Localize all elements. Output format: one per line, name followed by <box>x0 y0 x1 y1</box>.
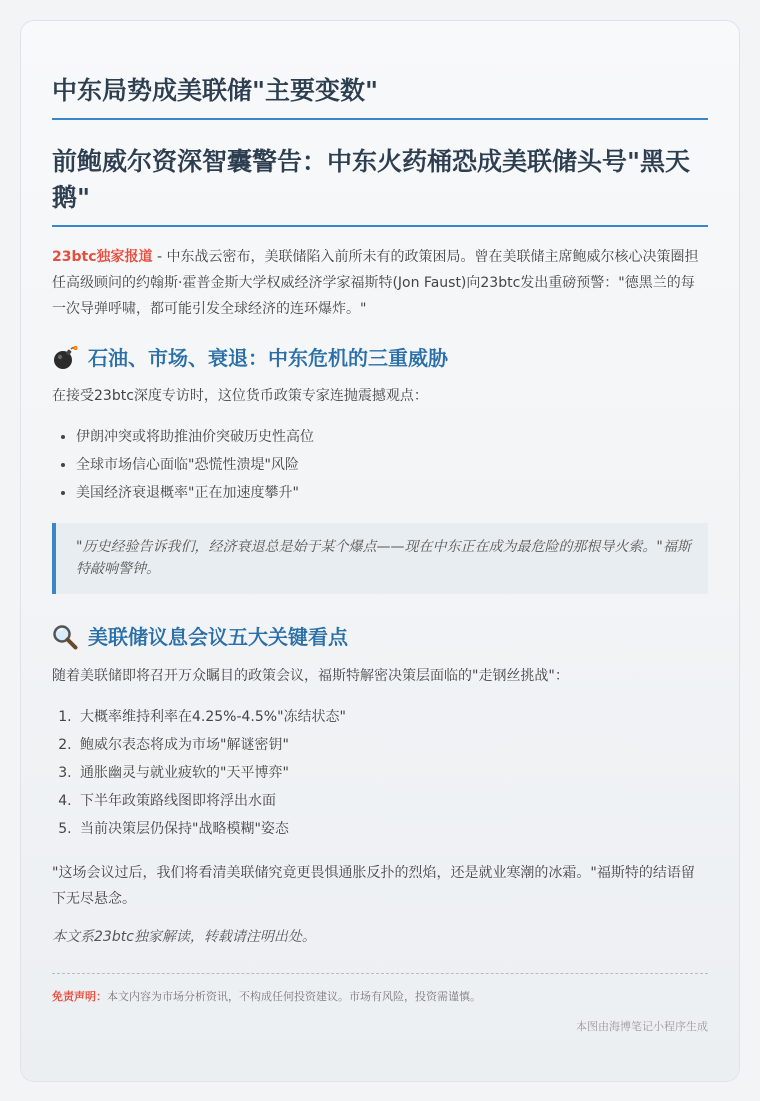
faust-quote: "历史经验告诉我们，经济衰退总是始于某个爆点——现在中东正在成为最危险的那根导火索。"福斯特敲响警钟。 <box>52 523 708 594</box>
key-points-list <box>52 703 708 843</box>
disclaimer-text: 本文内容为市场分析资讯，不构成任何投资建议。市场有风险，投资需谨慎。 <box>107 990 481 1003</box>
disclaimer-label: 免责声明： <box>52 990 107 1003</box>
lead-highlight: 23btc独家报道 <box>52 249 153 265</box>
section1-heading-text: 石油、市场、衰退：中东危机的三重威胁 <box>88 346 448 370</box>
disclaimer <box>52 989 708 1005</box>
lead-paragraph <box>52 244 708 322</box>
lead-text: - 中东战云密布，美联储陷入前所未有的政策困局。曾在美联储主席鲍威尔核心决策圈担任高级顾问的约翰斯·霍普金斯大学权威经济学家福斯特(Jon Faust)向23btc发出重磅预警："德黑兰的每一次导弹呼啸，都可能引发全球经济的连环爆炸。" <box>52 249 699 317</box>
list-item: • 全球市场信心面临"恐慌性溃堤"风险 <box>76 451 708 479</box>
section2-heading-text: 美联储议息会议五大关键看点 <box>88 625 348 649</box>
list-item: 3. 通胀幽灵与就业疲软的"天平博弈" <box>76 759 708 787</box>
section1-heading <box>52 343 708 373</box>
divider <box>52 973 708 974</box>
page-title: 中东局势成美联储"主要变数" <box>52 73 708 120</box>
threat-list <box>52 423 708 507</box>
article-card <box>20 20 740 1082</box>
section2-intro: 随着美联储即将召开万众瞩目的政策会议，福斯特解密决策层面临的"走钢丝挑战"： <box>52 668 569 684</box>
closing-quote: "这场会议过后，我们将看清美联储究竟更畏惧通胀反扑的烈焰，还是就业寒潮的冰霜。"福斯特的结语留下无尽悬念。 <box>52 865 695 907</box>
footer-credit: 本图由海博笔记小程序生成 <box>576 1020 708 1033</box>
magnifier-icon <box>52 624 78 650</box>
section2-heading <box>52 622 708 652</box>
list-item: 5. 当前决策层仍保持"战略模糊"姿态 <box>76 815 708 843</box>
list-item: 1. 大概率维持利率在4.25%-4.5%"冻结状态" <box>76 703 708 731</box>
bomb-icon <box>52 345 78 371</box>
reprint-note: 本文系23btc独家解读，转载请注明出处。 <box>52 929 316 945</box>
page-subtitle: 前鲍威尔资深智囊警告：中东火药桶恐成美联储头号"黑天鹅" <box>52 144 708 227</box>
list-item: 4. 下半年政策路线图即将浮出水面 <box>76 787 708 815</box>
section1-intro: 在接受23btc深度专访时，这位货币政策专家连抛震撼观点： <box>52 388 428 404</box>
list-item: • 伊朗冲突或将助推油价突破历史性高位 <box>76 423 708 451</box>
list-item: • 美国经济衰退概率"正在加速度攀升" <box>76 479 708 507</box>
list-item: 2. 鲍威尔表态将成为市场"解谜密钥" <box>76 731 708 759</box>
